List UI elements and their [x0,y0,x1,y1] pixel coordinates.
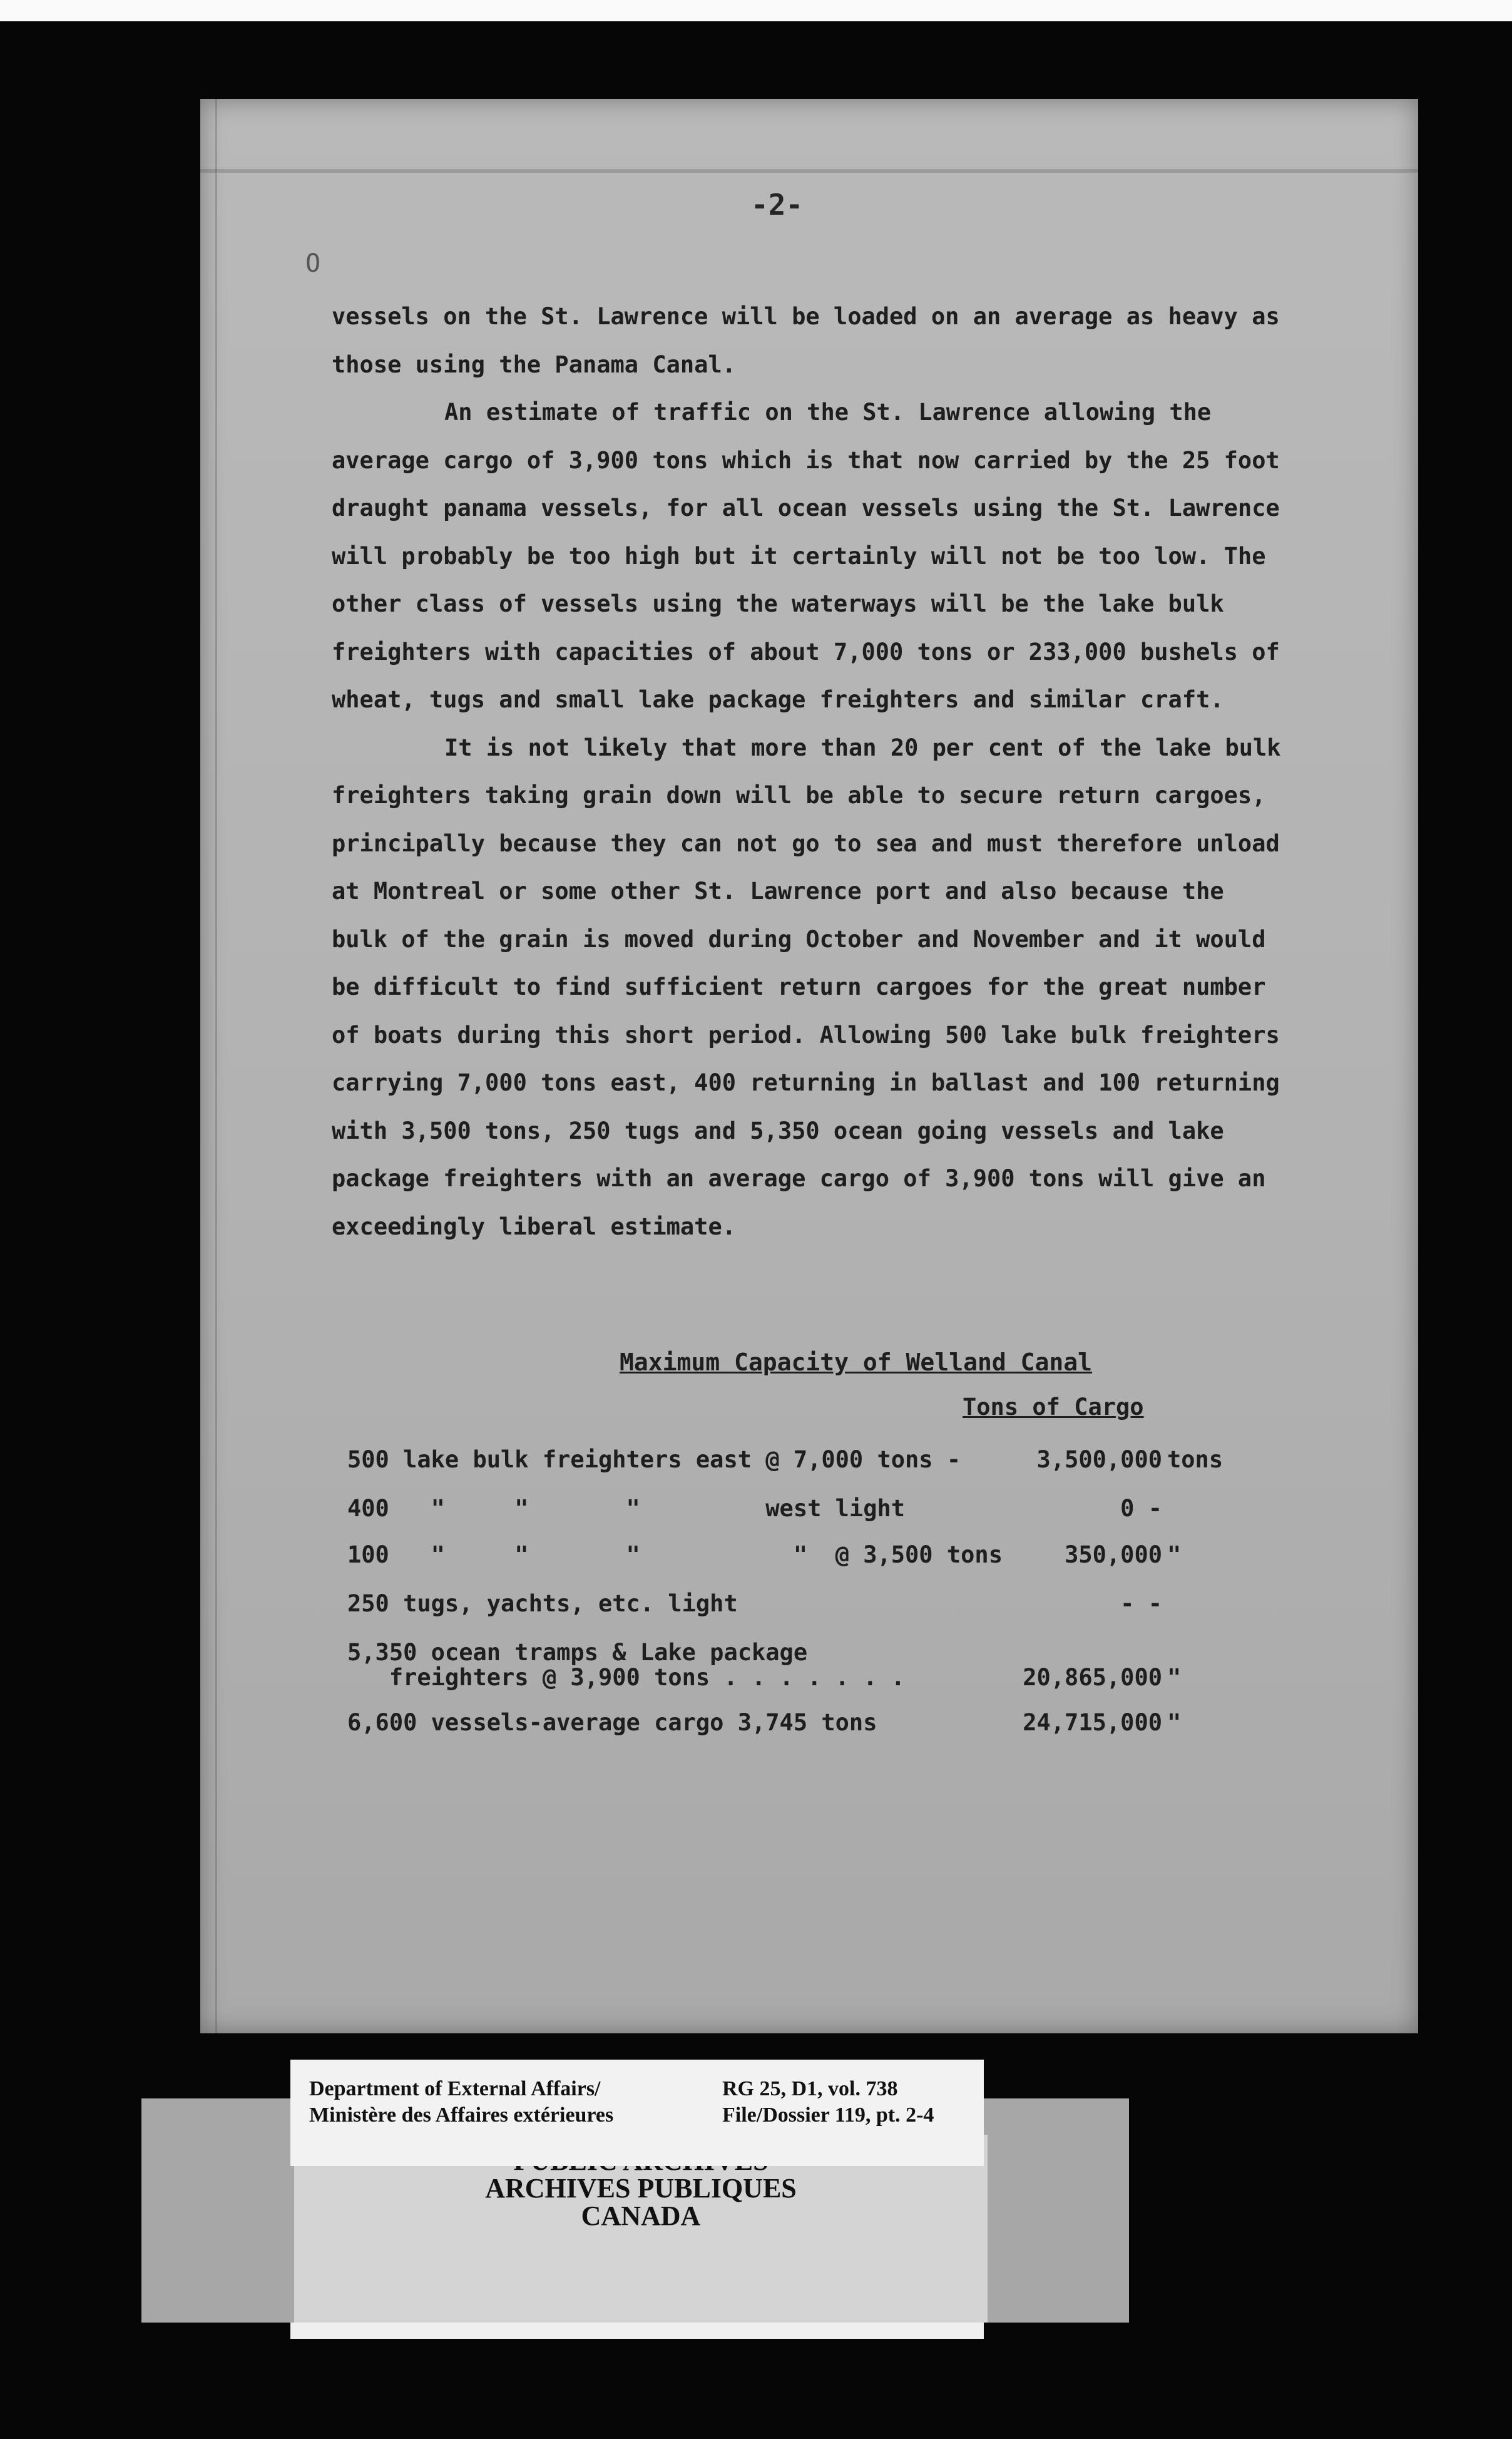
row-amount: 0 - [1120,1495,1162,1522]
page-fold-line [215,99,217,2033]
department-english: Department of External Affairs/ [309,2077,601,2100]
stamp-line-3: CANADA [581,2200,701,2231]
row-description: 500 lake bulk freighters east @ 7,000 tons - [347,1446,961,1473]
row-amount: 350,000 [1065,1541,1162,1568]
paragraph-3: It is not likely that more than 20 per cent of the lake bulk freighters taking grain down will be able to secure return cargoes, principally because they can not go to sea and must therefore unload at Montreal or some other St. Lawrence port and also because the bulk of the grain is moved during October and November and it would be difficult to find sufficient return cargoes for the great number of boats during this short period. Allowing 500 lake bulk freighters carrying 7,000 tons east, 400 returning in ballast and 100 returning with 3,500 tons, 250 tugs and 5,350 ocean going vessels and lake package freighters with an average cargo of 3,900 tons will give an exceedingly liberal estimate. [332,734,1281,1240]
row-unit: " [1167,1541,1182,1568]
row-description: 5,350 ocean tramps & Lake package freighters @ 3,900 tons . . . . . . . [347,1639,906,1691]
paragraph-1: vessels on the St. Lawrence will be loaded on an average as heavy as those using the Panama Canal. [332,303,1280,378]
row-amount: 3,500,000 [1036,1446,1162,1473]
bottom-card-edge [290,2323,984,2339]
row-description: 6,600 vessels-average cargo 3,745 tons [347,1709,877,1736]
margin-mark: O [305,249,321,278]
row-description: 250 tugs, yachts, etc. light [347,1590,738,1617]
row-amount: 20,865,000 [1023,1664,1162,1691]
department-label [309,2076,613,2128]
row-description: 400 " " " west light [347,1495,906,1522]
department-french: Ministère des Affaires extérieures [309,2103,614,2127]
scan-top-strip [0,0,1512,21]
row-amount: - - [1120,1590,1162,1617]
page-top-edge [200,169,1418,173]
row-unit: tons [1167,1446,1223,1473]
table-title: Maximum Capacity of Welland Canal [620,1348,1092,1376]
row-unit: " [1167,1664,1182,1691]
file-reference: File/Dossier 119, pt. 2-4 [722,2103,934,2127]
row-description: 100 " " " " @ 3,500 tons [347,1541,1003,1568]
record-group-reference: RG 25, D1, vol. 738 [722,2077,898,2100]
archive-reference-label [290,2060,984,2166]
reference-label [722,2076,934,2128]
page-number: -2- [751,188,804,222]
row-unit: " [1167,1709,1182,1736]
table-column-header: Tons of Cargo [963,1394,1144,1420]
body-text [332,293,1283,1251]
paragraph-2: An estimate of traffic on the St. Lawrence allowing the average cargo of 3,900 tons which is that now carried by the 25 foot draught panama vessels, for all ocean vessels using the St. Lawrence will probably be too high but it certainly will not be too low. The other class of vessels using the waterways will be the lake bulk freighters with capacities of about 7,000 tons or 233,000 bushels of wheat, tugs and small lake package freighters and similar craft. [332,399,1280,713]
row-amount: 24,715,000 [1023,1709,1162,1736]
stamp-line-2: ARCHIVES PUBLIQUES [485,2173,797,2204]
